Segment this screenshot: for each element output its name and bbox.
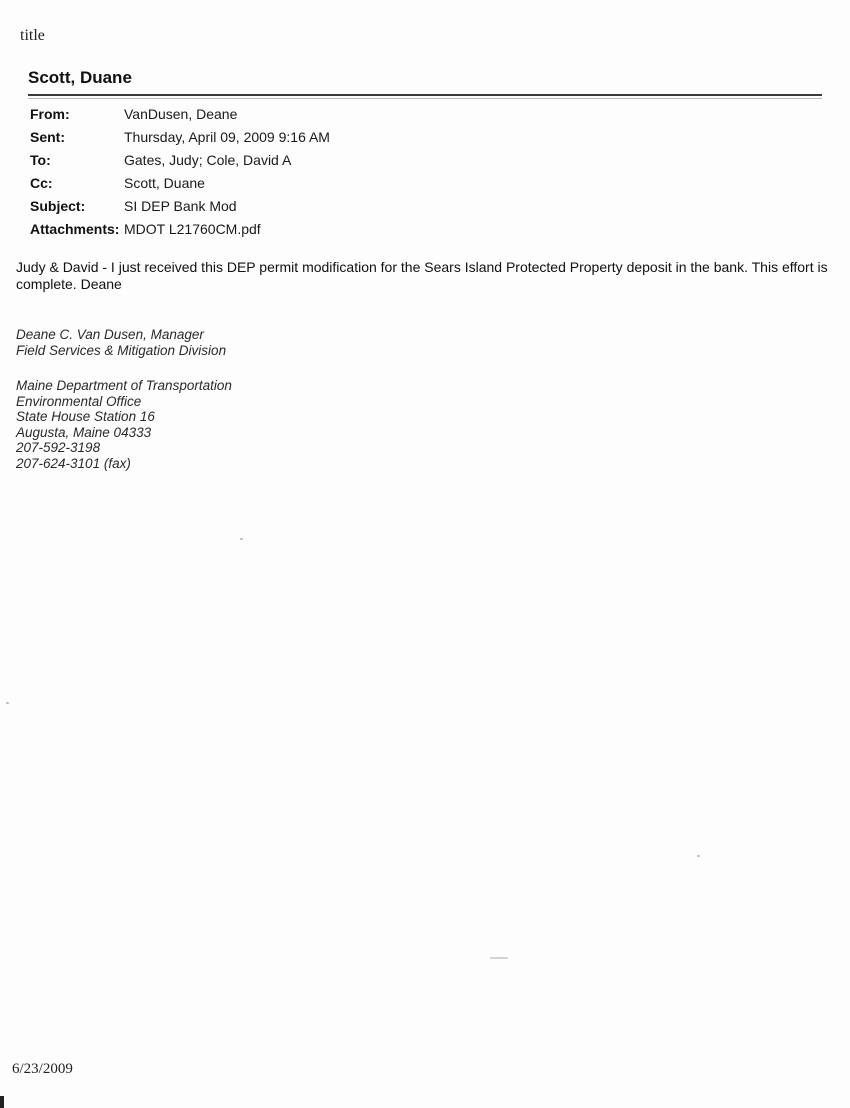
header-divider-thin	[28, 98, 822, 99]
signature-org-block	[16, 378, 232, 472]
sent-label: Sent:	[30, 129, 65, 145]
cc-value: Scott, Duane	[124, 175, 205, 191]
scan-edge-mark	[0, 1096, 4, 1108]
scan-speck	[490, 957, 508, 959]
signature-line: Deane C. Van Dusen, Manager	[16, 327, 204, 342]
subject-value: SI DEP Bank Mod	[124, 198, 237, 214]
signature-line: 207-592-3198	[16, 440, 101, 456]
signature-line: Maine Department of Transportation	[16, 378, 232, 393]
signature-line: 207-624-3101 (fax)	[16, 455, 131, 471]
from-label: From:	[30, 106, 70, 122]
header-divider	[28, 94, 822, 96]
signature-line: State House Station 16	[16, 409, 155, 425]
page-footer-date: 6/23/2009	[12, 1061, 73, 1077]
attachments-label: Attachments:	[30, 221, 120, 237]
scan-speck	[6, 702, 9, 704]
email-body: Judy & David - I just received this DEP permit modification for the Sears Island Protected Property deposit in the bank. This effort is complete. Deane	[16, 259, 828, 292]
to-value: Gates, Judy; Cole, David A	[124, 152, 292, 168]
signature-name-block	[16, 327, 226, 358]
cc-label: Cc:	[30, 175, 53, 191]
scan-speck	[240, 538, 243, 540]
mailbox-owner-name: Scott, Duane	[28, 68, 132, 87]
page-header-label: title	[20, 27, 45, 44]
signature-line: Environmental Office	[16, 393, 142, 409]
signature-line: Augusta, Maine 04333	[16, 424, 152, 440]
scan-speck	[697, 855, 700, 857]
attachment-file-link[interactable]: MDOT L21760CM.pdf	[124, 221, 261, 237]
to-label: To:	[30, 152, 51, 168]
sent-value: Thursday, April 09, 2009 9:16 AM	[124, 129, 330, 145]
signature-line: Field Services & Mitigation Division	[16, 342, 227, 358]
from-value: VanDusen, Deane	[124, 106, 238, 122]
subject-label: Subject:	[30, 198, 86, 214]
